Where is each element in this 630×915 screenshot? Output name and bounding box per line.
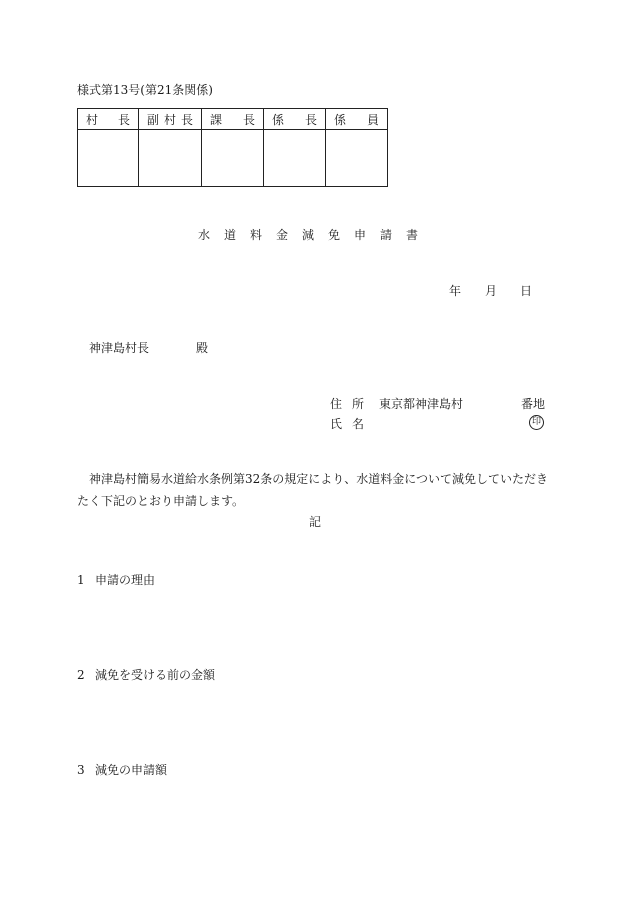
item-number: 3 bbox=[77, 763, 85, 777]
date-month: 月 bbox=[485, 284, 498, 298]
approval-header-cell: 村 長 bbox=[78, 109, 139, 130]
approval-header-cell: 課 長 bbox=[202, 109, 264, 130]
approval-stamp-table bbox=[77, 108, 388, 187]
date-day: 日 bbox=[520, 284, 533, 298]
approval-header-cell: 副 村 長 bbox=[139, 109, 202, 130]
address-label: 住所 bbox=[330, 397, 375, 411]
stamp-box bbox=[202, 130, 264, 187]
ki-heading: 記 bbox=[308, 515, 321, 529]
document-title: 水道料金減免申請書 bbox=[197, 228, 432, 242]
item-number: 2 bbox=[77, 668, 85, 682]
banchi-label: 番地 bbox=[521, 397, 546, 411]
addressee-name: 神津島村長 bbox=[89, 341, 150, 355]
seal-mark-icon: 印 bbox=[529, 415, 544, 430]
stamp-box bbox=[264, 130, 326, 187]
approval-header-cell: 係 長 bbox=[264, 109, 326, 130]
list-item bbox=[77, 669, 215, 681]
form-number: 様式第13号(第21条関係) bbox=[77, 83, 213, 97]
address-value: 東京都神津島村 bbox=[379, 397, 464, 411]
name-label: 氏名 bbox=[330, 417, 375, 431]
approval-stamp-row bbox=[78, 130, 388, 187]
approval-header-cell: 係 員 bbox=[326, 109, 388, 130]
approval-header-row bbox=[78, 109, 388, 130]
item-label: 減免を受ける前の金額 bbox=[95, 668, 216, 682]
stamp-box bbox=[78, 130, 139, 187]
item-number: 1 bbox=[77, 573, 85, 587]
item-label: 減免の申請額 bbox=[95, 763, 168, 777]
stamp-box bbox=[326, 130, 388, 187]
stamp-box bbox=[139, 130, 202, 187]
item-label: 申請の理由 bbox=[95, 573, 156, 587]
list-item bbox=[77, 574, 155, 586]
request-body-text: 神津島村簡易水道給水条例第32条の規定により、水道料金について減免していただきたく下記のとおり申請します。 bbox=[77, 472, 549, 508]
addressee-honorific: 殿 bbox=[196, 341, 209, 355]
list-item bbox=[77, 764, 167, 776]
date-year: 年 bbox=[449, 284, 462, 298]
